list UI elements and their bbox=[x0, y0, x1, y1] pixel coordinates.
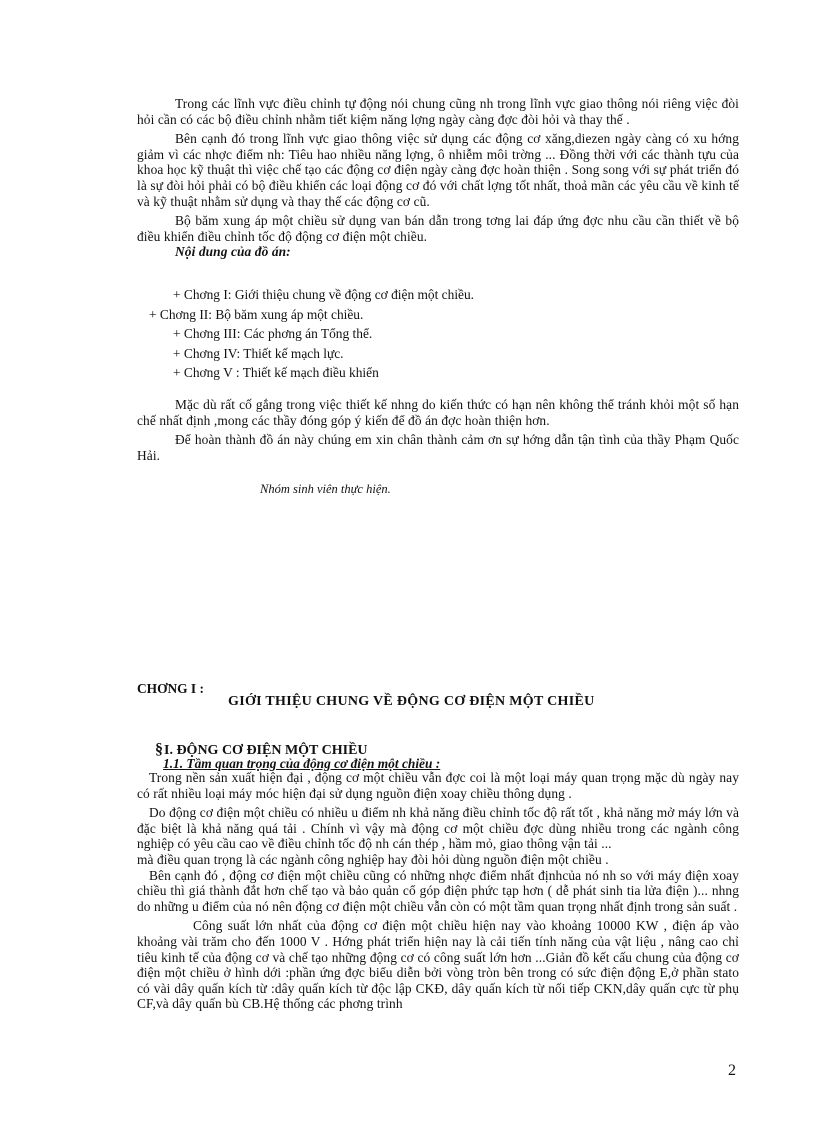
content-heading: Nội dung của đồ án: bbox=[175, 244, 291, 260]
section-title: I. ĐỘNG CƠ ĐIỆN MỘT CHIỀU bbox=[164, 743, 368, 758]
signature: Nhóm sinh viên thực hiện. bbox=[260, 482, 391, 496]
subsection-heading: 1.1. Tầm quan trọng của động cơ điện một chiều : bbox=[163, 756, 441, 771]
closing-paragraph-1: Mặc dù rất cố gắng trong việc thiết kế nhng do kiến thức có hạn nên không thể tránh khỏi một số hạn chế nhất định ,mong các thầy đóng góp ý kiến để đồ án đợc hoàn thiện hơn. bbox=[137, 397, 739, 428]
body-paragraph-3: mà điều quan trọng là các ngành công nghiệp hay đòi hỏi dùng nguồn điện một chiều . bbox=[137, 851, 609, 867]
chapter-list-item: + Chơng V : Thiết kế mạch điều khiển bbox=[173, 365, 379, 380]
page-number: 2 bbox=[728, 1062, 736, 1079]
chapter-list-item: + Chơng IV: Thiết kế mạch lực. bbox=[173, 345, 344, 361]
section-symbol: § bbox=[155, 741, 163, 758]
chapter-list-item: + Chơng II: Bộ băm xung áp một chiều. bbox=[149, 306, 364, 322]
closing-text bbox=[137, 397, 739, 463]
chapter-title: GIỚI THIỆU CHUNG VỀ ĐỘNG CƠ ĐIỆN MỘT CHIỀU bbox=[228, 694, 595, 709]
chapter-list bbox=[137, 285, 739, 383]
body-paragraph-2: Do động cơ điện một chiều có nhiều u điểm nh khả năng điều chỉnh tốc độ rất tốt , khả năng mở máy lớn và đặc biệt là khả năng quá tải . Chính vì vậy mà động cơ một chiều đợc dùng nhiều trong các ngành công nghiệp có yêu cầu cao về điều chỉnh tốc độ nh cán thép , hầm mỏ, giao thông vận tải ... bbox=[137, 805, 739, 852]
chapter-list-item: + Chơng III: Các phơng án Tổng thể. bbox=[173, 326, 373, 341]
body-text bbox=[137, 770, 739, 1012]
intro-paragraph-1: Trong các lĩnh vực điều chỉnh tự động nói chung cũng nh trong lĩnh vực giao thông nói riêng việc đòi hỏi cần có các bộ điều chỉnh nhằm tiết kiệm năng lợng ngày càng đợc đòi hỏi và thay thế . bbox=[137, 96, 739, 127]
intro-paragraph-3: Bộ băm xung áp một chiều sử dụng van bán dẫn trong tơng lai đáp ứng đợc nhu cầu cần thiết về bộ điều khiển điều chỉnh tốc độ động cơ điện một chiều. bbox=[137, 213, 739, 244]
intro-paragraph-2: Bên cạnh đó trong lĩnh vực giao thông việc sử dụng các động cơ xăng,diezen ngày càng có xu hớng giảm vì các nhợc điểm nh: Tiêu hao nhiều năng lợng, ô nhiễm môi trờng ... Đồng thời với các thành tựu của khoa học kỹ thuật thì việc chế tạo các động cơ điện ngày càng đợc hoàn thiện . Song song với sự phát triển đó là sự đòi hỏi phải có bộ điều khiển các loại động cơ đó với chất lợng tốt nhất, thoả mãn các yêu cầu về kinh tế và kỹ thuật nhằm sử dụng và thay thế các động cơ cũ. bbox=[137, 131, 739, 209]
body-paragraph-5: Công suất lớn nhất của động cơ điện một chiều hiện nay vào khoảng 10000 KW , điện áp vào khoảng vài trăm cho đến 1000 V . Hớng phát triển hiện nay là cải tiến tính năng của vật liệu , nâng cao chỉ tiêu kinh tế của động cơ và chế tạo những động cơ có công suất lớn hơn ...Giản đồ kết cấu chung của động cơ điện một chiều ở hình dới :phần ứng đợc biểu diễn bởi vòng tròn bên trong có sức điện động E,ở phần stato có vài dây quấn kích từ :dây quấn kích từ độc lập CKĐ, dây quấn kích từ nối tiếp CKN,dây quấn cực từ phụ CF,và dây quấn bù CB.Hệ thống các phơng trình bbox=[137, 918, 739, 1012]
chapter-list-item: + Chơng I: Giới thiệu chung về động cơ điện một chiều. bbox=[173, 287, 475, 302]
body-paragraph-4: Bên cạnh đó , động cơ điện một chiều cũng có những nhợc điểm nhất địnhcủa nó nh so với máy điện xoay chiều thì giá thành đắt hơn chế tạo và bảo quản cổ góp điện phức tạp hơn ( dễ phát sinh tia lửa điện )... nhng do những u điểm của nó nên động cơ điện một chiều vẫn còn có một tầm quan trọng nhất định trong sản suất . bbox=[137, 867, 739, 914]
intro-text bbox=[137, 96, 739, 260]
chapter-label: CHƠNG I : bbox=[137, 681, 204, 696]
body-paragraph-1: Trong nền sản xuất hiện đại , động cơ một chiều vẫn đợc coi là một loại máy quan trọng mặc dù ngày nay có rất nhiều loại máy móc hiện đại sử dụng nguồn điện xoay chiều thông dụng . bbox=[137, 770, 739, 801]
closing-paragraph-2: Để hoàn thành đồ án này chúng em xin chân thành cảm ơn sự hớng dẫn tận tình của thầy Phạm Quốc Hải. bbox=[137, 432, 739, 463]
